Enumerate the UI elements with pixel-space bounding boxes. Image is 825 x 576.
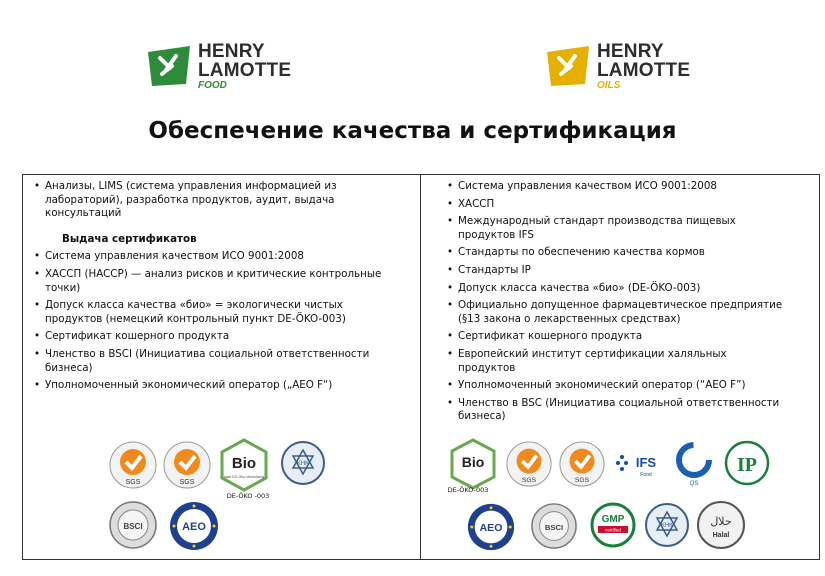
bio-sub: nach EG-Öko-Verordnung [223,475,265,479]
bsci-text: BSCI [123,522,143,531]
bio-text: Bio [461,454,485,470]
list-item: • ХАССП [445,198,785,212]
logo-oils-sub: OILS [597,80,621,91]
logo-food-sub: FOOD [198,80,227,91]
ifs-text: IFS [635,455,657,470]
list-item: • Европейский институт сертификации халяльных продуктов [445,348,785,375]
list-item: • Уполномоченный экономический оператор (“AEO F”) [445,379,785,393]
khk-text: KHK [296,461,310,467]
aeo-badge [466,502,516,552]
list-item: • Официально допущенное фармацевтическое предприятие (§13 закона о лекарственных средствах) [445,299,785,326]
list-item: • Система управления качеством ИСО 9001:2008 [445,180,785,194]
logo-oils-line1: HENRY [597,41,664,62]
right-certificate-list [445,180,785,424]
page-title: Обеспечение качества и сертификация [148,118,677,144]
list-item: • Допуск класса качества «био» = экологически чистых продуктов (немецкий контрольный пункт DE-ÖKO-003) [32,299,392,326]
list-item: • Международный стандарт производства пищевых продуктов IFS [445,215,785,242]
ifs-sub: Food [640,472,652,478]
bio-badge [220,438,268,492]
column-divider [420,174,421,560]
bio-badge [450,438,496,490]
sgs-text: SGS [179,479,195,486]
aeo-badge [168,500,220,552]
right-bio-caption: DE-ÖKO-003 [447,486,489,494]
ifs-badge [614,445,666,481]
list-item: • Членство в BSC (Инициатива социальной ответственности бизнеса) [445,397,785,424]
gmp-badge [590,500,636,550]
sgs-text: SGS [125,479,141,486]
list-item: • Система управления качеством ИСО 9001:2008 [32,250,392,264]
qs-badge [672,440,716,488]
halal-arabic: حلال [710,515,732,528]
flag-icon [545,44,591,90]
right-column [445,180,785,428]
halal-text: Halal [712,532,730,539]
bsci-text: BSCI [544,522,564,532]
left-certificate-list [32,250,392,392]
khk-text: KHK [660,523,674,529]
gmp-text: GMP [601,514,625,525]
left-bio-caption: DE-ÖKO -003 [226,492,270,500]
left-intro-item: • Анализы, LIMS (система управления информацией из лабораторий), разработка продуктов, аудит, выдача консультаций [32,180,392,221]
qs-text: QS [689,481,699,487]
list-item: • Членство в BSCI (Инициатива социальной ответственности бизнеса) [32,348,392,375]
halal-badge [696,500,746,550]
bio-text: Bio [231,455,257,472]
list-item: • Стандарты по обеспечению качества кормов [445,246,785,260]
ip-badge [724,440,770,486]
sgs-text: SGS [574,477,590,485]
left-subheading: Выдача сертификатов [62,232,197,245]
list-item: • Уполномоченный экономический оператор („AEO F“) [32,379,392,393]
left-column [32,180,392,397]
khk-kosher-badge [280,440,326,486]
khk-kosher-badge [644,502,690,548]
henry-lamotte-food-logo [146,42,291,91]
sgs-badge [505,440,553,488]
aeo-text: AEO [182,521,206,533]
bsci-badge [108,500,158,550]
list-item: • ХАССП (HACCP) — анализ рисков и критические контрольные точки) [32,268,392,295]
sgs-text: SGS [521,477,537,485]
logo-food-line1: HENRY [198,41,265,62]
sgs-badge [558,440,606,488]
gmp-sub: certified [605,527,621,533]
list-item: • Стандарты IP [445,264,785,278]
list-item: • Сертификат кошерного продукта [445,330,785,344]
sgs-badge [162,440,212,490]
list-item: • Допуск класса качества «био» (DE-ÖKO-003) [445,282,785,296]
list-item: • Сертификат кошерного продукта [32,330,392,344]
bsci-badge [530,502,578,550]
aeo-text: AEO [479,521,503,534]
logo-oils-line2: LAMOTTE [597,60,691,81]
flag-icon [146,44,192,90]
ip-text: IP [737,454,757,476]
sgs-badge [108,440,158,490]
henry-lamotte-oils-logo [545,42,690,91]
logo-food-line2: LAMOTTE [198,60,292,81]
